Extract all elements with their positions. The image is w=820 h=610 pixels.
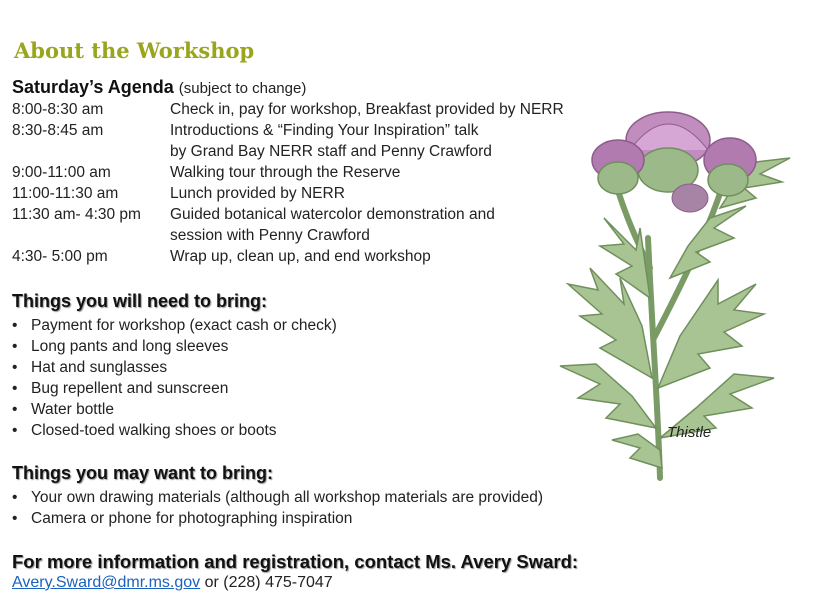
email-link[interactable]: Avery.Sward@dmr.ms.gov bbox=[12, 574, 201, 591]
contact-heading: For more information and registration, contact Ms. Avery Sward: bbox=[12, 551, 579, 572]
illustration-caption: Thistle bbox=[667, 424, 712, 441]
agenda-note: (subject to change) bbox=[178, 80, 307, 97]
agenda-row bbox=[12, 162, 564, 183]
need-list bbox=[12, 315, 337, 441]
list-item: • Long pants and long sleeves bbox=[12, 336, 337, 357]
need-heading: Things you will need to bring: bbox=[12, 291, 267, 311]
agenda-heading bbox=[12, 77, 306, 98]
agenda-desc: Introductions & “Finding Your Inspiration” talk bbox=[170, 122, 479, 139]
contact-phone: (228) 475-7047 bbox=[223, 574, 333, 591]
page-title: About the Workshop bbox=[14, 38, 255, 63]
agenda-time: 4:30- 5:00 pm bbox=[12, 248, 108, 265]
agenda-list bbox=[12, 99, 564, 267]
agenda-title: Saturday’s Agenda bbox=[12, 77, 174, 97]
agenda-time: 11:30 am- 4:30 pm bbox=[12, 206, 141, 223]
agenda-row bbox=[12, 141, 564, 162]
agenda-row bbox=[12, 225, 564, 246]
contact-line bbox=[12, 574, 333, 592]
agenda-row bbox=[12, 120, 564, 141]
agenda-time: 8:00-8:30 am bbox=[12, 101, 104, 118]
agenda-desc: by Grand Bay NERR staff and Penny Crawford bbox=[170, 143, 492, 160]
agenda-desc: Wrap up, clean up, and end workshop bbox=[170, 248, 431, 265]
list-item: • Bug repellent and sunscreen bbox=[12, 378, 337, 399]
agenda-time: 11:00-11:30 am bbox=[12, 185, 119, 202]
agenda-time bbox=[12, 225, 170, 246]
thistle-illustration bbox=[520, 78, 810, 488]
agenda-row bbox=[12, 183, 564, 204]
agenda-row bbox=[12, 246, 564, 267]
agenda-row bbox=[12, 99, 564, 120]
list-item: • Hat and sunglasses bbox=[12, 357, 337, 378]
agenda-time: 9:00-11:00 am bbox=[12, 164, 111, 181]
list-item: • Camera or phone for photographing inspiration bbox=[12, 508, 543, 529]
want-heading: Things you may want to bring: bbox=[12, 463, 273, 483]
list-item: • Payment for workshop (exact cash or check) bbox=[12, 315, 337, 336]
agenda-time: 8:30-8:45 am bbox=[12, 122, 104, 139]
list-item: • Closed-toed walking shoes or boots bbox=[12, 420, 337, 441]
agenda-desc: Guided botanical watercolor demonstration and bbox=[170, 206, 495, 223]
agenda-desc: Walking tour through the Reserve bbox=[170, 164, 401, 181]
list-item: • Water bottle bbox=[12, 399, 337, 420]
contact-separator: or bbox=[200, 574, 224, 591]
agenda-desc: Check in, pay for workshop, Breakfast provided by NERR bbox=[170, 101, 564, 118]
list-item: • Your own drawing materials (although all workshop materials are provided) bbox=[12, 487, 543, 508]
agenda-time bbox=[12, 141, 170, 162]
want-list bbox=[12, 487, 543, 529]
agenda-row bbox=[12, 204, 564, 225]
agenda-desc: session with Penny Crawford bbox=[170, 227, 370, 244]
agenda-desc: Lunch provided by NERR bbox=[170, 185, 345, 202]
